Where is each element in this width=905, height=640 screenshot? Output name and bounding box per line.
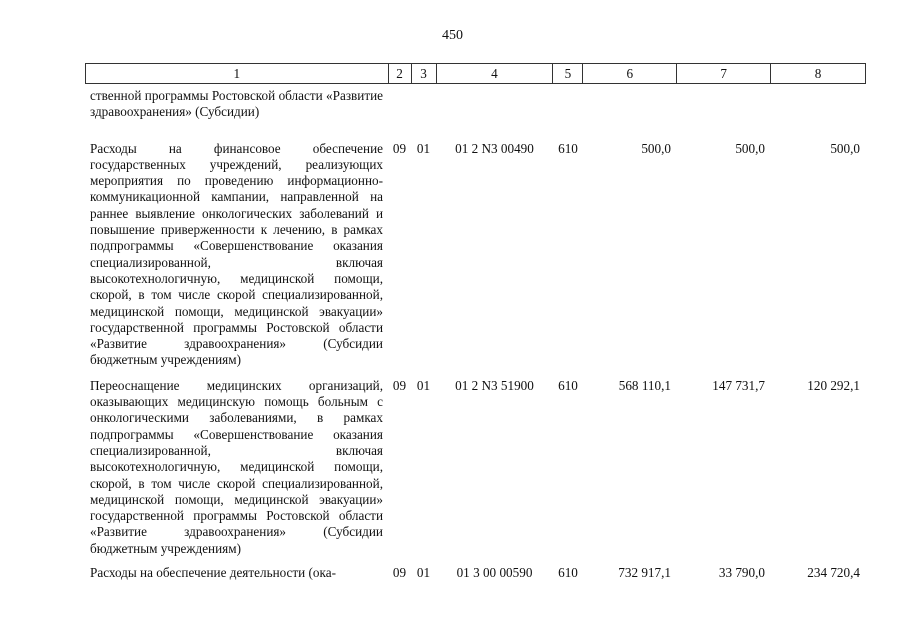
- expense-type-code: 610: [558, 565, 578, 581]
- target-article-code: 01 3 00 00590: [456, 565, 533, 581]
- page-number: 450: [442, 28, 463, 43]
- target-article-code: 01 2 N3 51900: [455, 377, 534, 393]
- amount-year-2: 33 790,0: [718, 565, 765, 581]
- amount-year-3: 234 720,4: [807, 565, 860, 581]
- column-header-8: 8: [771, 64, 866, 83]
- table-header-row: [85, 63, 866, 84]
- amount-year-1: 732 917,1: [618, 565, 671, 581]
- column-header-5: 5: [553, 64, 583, 83]
- row-description: Переоснащение медицинских организаций, оказывающих медицинскую помощь больным с онкологическими заболеваниями, в рамках подпрограммы «Совершенствование оказания специализированной, включая высокотехнологичную, медицинской помощи, скорой, в том числе скорой специализированной, медицинской помощи, медицинской эвакуации» государственной программы Ростовской области «Развитие здравоохранения» (Субсидии бюджетным учреждениям): [90, 377, 383, 556]
- section-code: 09: [392, 377, 407, 393]
- amount-year-1: 500,0: [641, 140, 671, 156]
- amount-year-3: 500,0: [830, 140, 860, 156]
- subsection-code: 01: [416, 140, 431, 156]
- subsection-code: 01: [416, 377, 431, 393]
- table-row: [85, 88, 866, 121]
- column-header-3: 3: [412, 64, 437, 83]
- budget-table: [85, 63, 866, 581]
- column-header-6: 6: [583, 64, 677, 83]
- amount-year-3: 120 292,1: [807, 377, 860, 393]
- row-description: Расходы на финансовое обеспечение государственных учреждений, реализующих мероприятия по проведению информационно-коммуникационной кампании, направленной на раннее выявление онкологических заболеваний и повышение приверженности к лечению, в рамках подпрограммы «Совершенствование оказания специализированной, включая высокотехнологичную, медицинской помощи, скорой, в том числе скорой специализированной, медицинской помощи, медицинской эвакуации» государственной программы Ростовской области «Развитие здравоохранения» (Субсидии бюджетным учреждениям): [90, 140, 383, 368]
- table-row: [85, 565, 866, 581]
- column-header-4: 4: [437, 64, 554, 83]
- column-header-1: 1: [86, 64, 389, 83]
- section-code: 09: [392, 565, 407, 581]
- table-row: [85, 141, 866, 369]
- amount-year-1: 568 110,1: [618, 377, 671, 393]
- target-article-code: 01 2 N3 00490: [455, 140, 534, 156]
- section-code: 09: [392, 140, 407, 156]
- expense-type-code: 610: [558, 140, 578, 156]
- row-description: ственной программы Ростовской области «Развитие здравоохранения» (Субсидии): [90, 88, 383, 120]
- amount-year-2: 147 731,7: [712, 377, 765, 393]
- table-row: [85, 378, 866, 557]
- column-header-2: 2: [389, 64, 412, 83]
- row-description: Расходы на обеспечение деятельности (ока-: [90, 565, 336, 581]
- subsection-code: 01: [416, 565, 431, 581]
- amount-year-2: 500,0: [735, 140, 765, 156]
- column-header-7: 7: [677, 64, 771, 83]
- expense-type-code: 610: [558, 377, 578, 393]
